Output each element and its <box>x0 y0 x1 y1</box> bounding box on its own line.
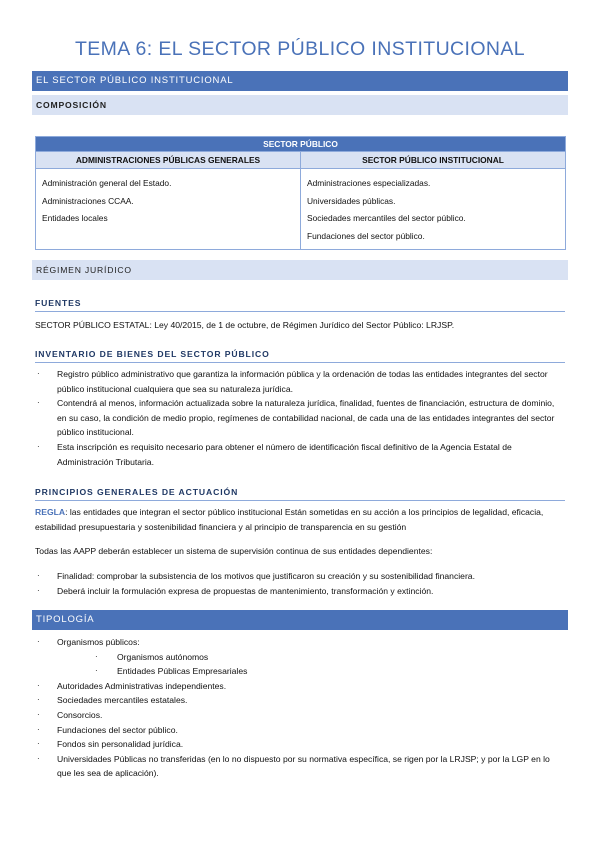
table-col2-cell <box>301 169 566 250</box>
table-col1-cell <box>36 169 301 250</box>
supervision-text: Todas las AAPP deberán establecer un sistema de supervisión continua de sus entidades dependientes: <box>35 546 433 556</box>
list-item <box>35 396 565 440</box>
bullet-icon: · <box>95 651 98 661</box>
list-item <box>35 584 565 599</box>
regla-label: REGLA <box>35 507 66 517</box>
list-item-text: Sociedades mercantiles estatales. <box>57 695 188 706</box>
list-item-text: Fondos sin personalidad jurídica. <box>57 739 184 750</box>
bullet-icon: · <box>37 753 40 763</box>
bullet-icon: · <box>37 585 40 595</box>
list-item <box>35 693 565 708</box>
list-item-text: Deberá incluir la formulación expresa de propuestas de mantenimiento, transformación y extinción. <box>57 585 434 596</box>
list-item-text: Autoridades Administrativas independientes. <box>57 680 227 691</box>
fuentes-heading: FUENTES <box>35 298 565 312</box>
list-item <box>35 723 565 738</box>
inventario-list <box>35 367 565 469</box>
principios-heading: PRINCIPIOS GENERALES DE ACTUACIÓN <box>35 487 565 501</box>
fuentes-text: SECTOR PÚBLICO ESTATAL: Ley 40/2015, de 1 de octubre, de Régimen Jurídico del Sector Público: LRJSP. <box>35 320 455 330</box>
table-cell-item: Fundaciones del sector público. <box>307 230 425 241</box>
table-header: SECTOR PÚBLICO <box>36 137 566 152</box>
bullet-icon: · <box>37 441 40 451</box>
regla-text: : las entidades que integran el sector público institucional Están sometidas en su acción a los principios de legalidad, eficacia, estabilidad presupuestaria y sostenibilidad financiera y al principio de transparencia en su gestión <box>35 507 544 532</box>
list-item <box>35 650 565 665</box>
inventario-heading: INVENTARIO DE BIENES DEL SECTOR PÚBLICO <box>35 349 565 363</box>
bullet-icon: · <box>37 680 40 690</box>
list-item <box>35 737 565 752</box>
table-cell-item: Sociedades mercantiles del sector público. <box>307 213 466 223</box>
list-item <box>35 635 565 650</box>
table-cell-item: Universidades públicas. <box>307 195 396 206</box>
list-item-text: Universidades Públicas no transferidas (en lo no dispuesto por su normativa específica, se rigen por la LRJSP; y por la LGP en lo que les sea de aplicación). <box>57 753 550 779</box>
list-item-text: Registro público administrativo que garantiza la información pública y la ordenación de todas las entidades integrantes del sector público institucional cualquiera que sea su naturaleza jurídica. <box>57 369 548 394</box>
bullet-icon: · <box>37 709 40 719</box>
bullet-icon: · <box>37 571 40 580</box>
list-item <box>35 664 565 679</box>
table-cell-item: Administraciones CCAA. <box>42 195 134 206</box>
table-cell-item: Entidades locales <box>42 213 108 223</box>
list-item-text: Entidades Públicas Empresariales <box>117 666 248 677</box>
page-title: TEMA 6: EL SECTOR PÚBLICO INSTITUCIONAL <box>74 38 526 60</box>
tipologia-list <box>35 635 565 781</box>
list-item-text: Contendrá al menos, información actualizada sobre la naturaleza jurídica, finalidad, fuentes de financiación, estructura de dominio, en su caso, la condición de medio propio, regímenes de contabilidad nacional, de cada una de las entidades integrantes del sector público institucional. <box>57 398 555 438</box>
list-item-text: Fundaciones del sector público. <box>57 724 178 735</box>
list-item <box>35 752 565 781</box>
tipologia-heading: TIPOLOGÍA <box>32 610 568 630</box>
list-item-text: Organismos públicos: <box>57 637 140 647</box>
regla-paragraph <box>35 505 565 534</box>
list-item <box>35 367 565 396</box>
sector-publico-table <box>35 136 566 250</box>
bullet-icon: · <box>95 666 98 676</box>
section-bar: EL SECTOR PÚBLICO INSTITUCIONAL <box>32 71 568 91</box>
regimen-heading: RÉGIMEN JURÍDICO <box>32 260 568 280</box>
principios-list <box>35 569 565 598</box>
table-col2-header: SECTOR PÚBLICO INSTITUCIONAL <box>301 152 566 169</box>
list-item <box>35 679 565 694</box>
composicion-heading: COMPOSICIÓN <box>32 95 568 115</box>
table-cell-item: Administraciones especializadas. <box>307 178 431 188</box>
list-item-text: Consorcios. <box>57 709 103 720</box>
list-item-text: Finalidad: comprobar la subsistencia de los motivos que justificaron su creación y su sostenibilidad financiera. <box>57 571 475 581</box>
table-cell-item: Administración general del Estado. <box>42 178 172 188</box>
bullet-icon: · <box>37 637 40 646</box>
list-item-text: Organismos autónomos <box>117 651 209 662</box>
bullet-icon: · <box>37 724 40 734</box>
bullet-icon: · <box>37 695 40 705</box>
list-item <box>35 440 565 469</box>
bullet-icon: · <box>37 369 40 378</box>
list-item <box>35 569 565 584</box>
list-item-text: Esta inscripción es requisito necesario para obtener el número de identificación fiscal definitivo de la Agencia Estatal de Administración Tributaria. <box>57 441 512 467</box>
list-item <box>35 708 565 723</box>
table-col1-header: ADMINISTRACIONES PÚBLICAS GENERALES <box>36 152 301 169</box>
bullet-icon: · <box>37 398 40 408</box>
bullet-icon: · <box>37 739 40 749</box>
